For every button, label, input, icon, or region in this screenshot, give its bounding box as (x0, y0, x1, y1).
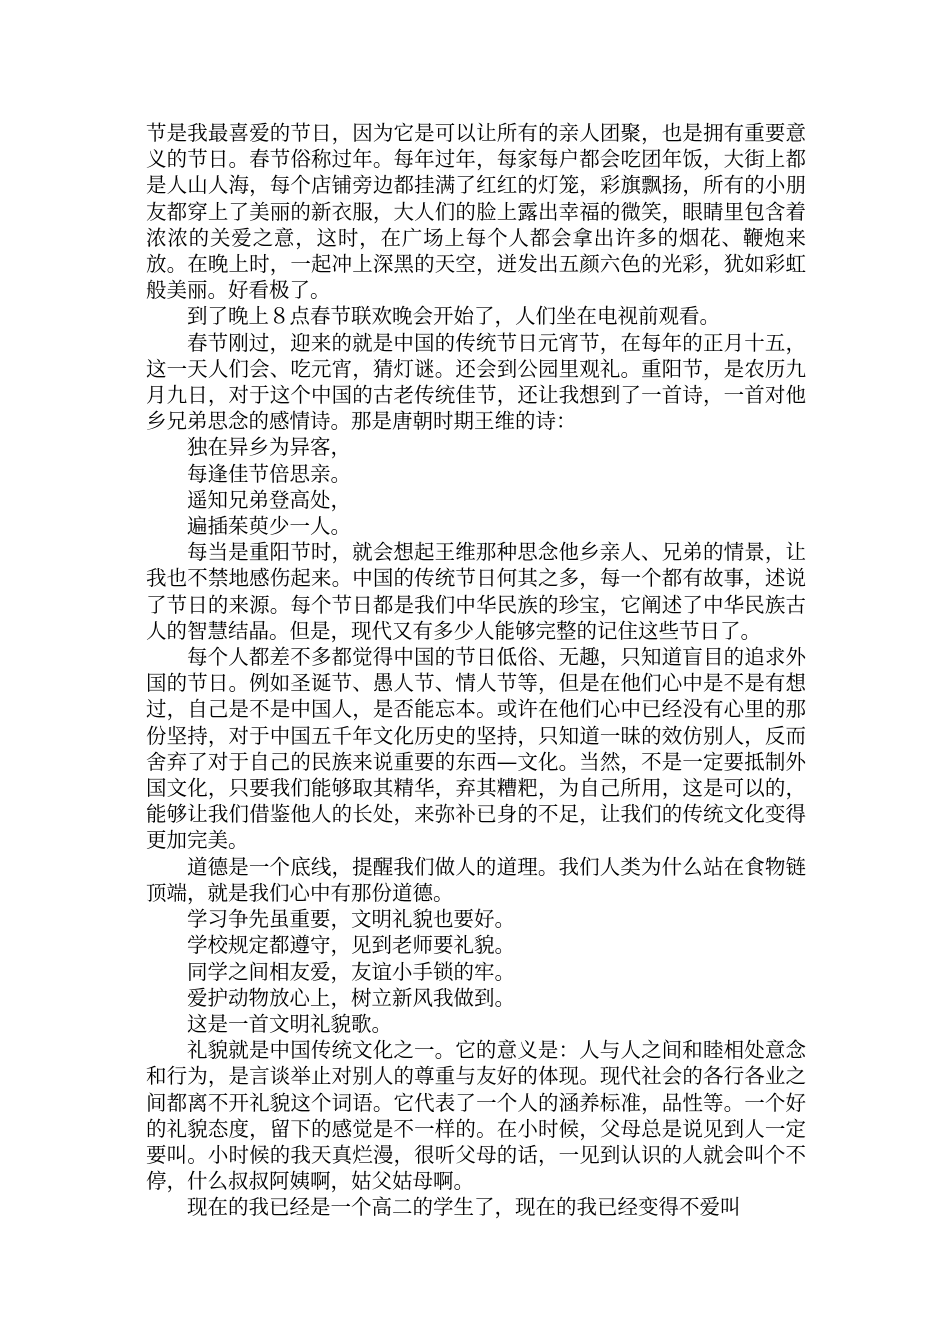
song-caption: 这是一首文明礼貌歌。 (187, 1011, 392, 1036)
song-line-4: 爱护动物放心上，树立新风我做到。 (187, 985, 515, 1010)
song-line-3: 同学之间相友爱，友谊小手锁的牢。 (187, 959, 515, 984)
paragraph-now: 现在的我已经是一个高二的学生了，现在的我已经变得不爱叫 (187, 1195, 741, 1220)
paragraph-spring-festival: 节是我最喜爱的节日，因为它是可以让所有的亲人团聚，也是拥有重要意义的节日。春节俗称过年。每年过年，每家每户都会吃团年饭，大街上都是人山人海，每个店铺旁边都挂满了红红的灯笼，彩旗飘扬，所有的小朋友都穿上了美丽的新衣服，大人们的脸上露出幸福的微笑，眼睛里包含着浓浓的关爱之意，这时，在广场上每个人都会拿出许多的烟花、鞭炮来放。在晚上时，一起冲上深黑的天空，迸发出五颜六色的光彩，犹如彩虹般美丽。好看极了。 (146, 121, 806, 303)
paragraph-courtesy: 礼貌就是中国传统文化之一。它的意义是：人与人之间和睦相处意念和行为，是言谈举止对别人的尊重与友好的体现。现代社会的各行各业之间都离不开礼貌这个词语。它代表了一个人的涵养标准，品性等。一个好的礼貌态度，留下的感觉是不一样的。在小时候，父母总是说见到人一定要叫。小时候的我天真烂漫，很听父母的话，一见到认识的人就会叫个不停，什么叔叔阿姨啊，姑父姑母啊。 (146, 1038, 806, 1194)
song-line-1: 学习争先虽重要，文明礼貌也要好。 (187, 907, 515, 932)
paragraph-double-ninth: 每当是重阳节时，就会想起王维那种思念他乡亲人、兄弟的情景，让我也不禁地感伤起来。中国的传统节日何其之多，每一个都有故事，述说了节日的来源。每个节日都是我们中华民族的珍宝，它阐述了中华民族古人的智慧结晶。但是，现代又有多少人能够完整的记住这些节日了。 (146, 540, 806, 643)
poem-line-3: 遥知兄弟登高处， (187, 487, 351, 512)
poem-line-2: 每逢佳节倍思亲。 (187, 461, 351, 486)
paragraph-lantern-festival: 春节刚过，迎来的就是中国的传统节日元宵节，在每年的正月十五，这一天人们会、吃元宵，猜灯谜。还会到公园里观礼。重阳节，是农历九月九日，对于这个中国的古老传统佳节，还让我想到了一首诗，一首对他乡兄弟思念的感情诗。那是唐朝时期王维的诗： (146, 330, 806, 434)
paragraph-gala: 到了晚上８点春节联欢晚会开始了，人们坐在电视前观看。 (187, 304, 720, 329)
paragraph-morality: 道德是一个底线，提醒我们做人的道理。我们人类为什么站在食物链顶端，就是我们心中有那份道德。 (146, 854, 806, 905)
poem-line-4: 遍插茱萸少一人。 (187, 514, 351, 539)
song-line-2: 学校规定都遵守，见到老师要礼貌。 (187, 933, 515, 958)
poem-line-1: 独在异乡为异客， (187, 435, 351, 460)
document-body (146, 120, 806, 1221)
paragraph-foreign-festivals: 每个人都差不多都觉得中国的节日低俗、无趣，只知道盲目的追求外国的节日。例如圣诞节、愚人节、情人节等，但是在他们心中是不是有想过，自己是不是中国人，是否能忘本。或许在他们心中已经没有心里的那份坚持，对于中国五千年文化历史的坚持，只知道一昧的效仿别人，反而舍弃了对于自己的民族来说重要的东西—文化。当然，不是一定要抵制外国文化，只要我们能够取其精华，弃其糟粑，为自己所用，这是可以的，能够让我们借鉴他人的长处，来弥补已身的不足，让我们的传统文化变得更加完美。 (146, 645, 806, 853)
